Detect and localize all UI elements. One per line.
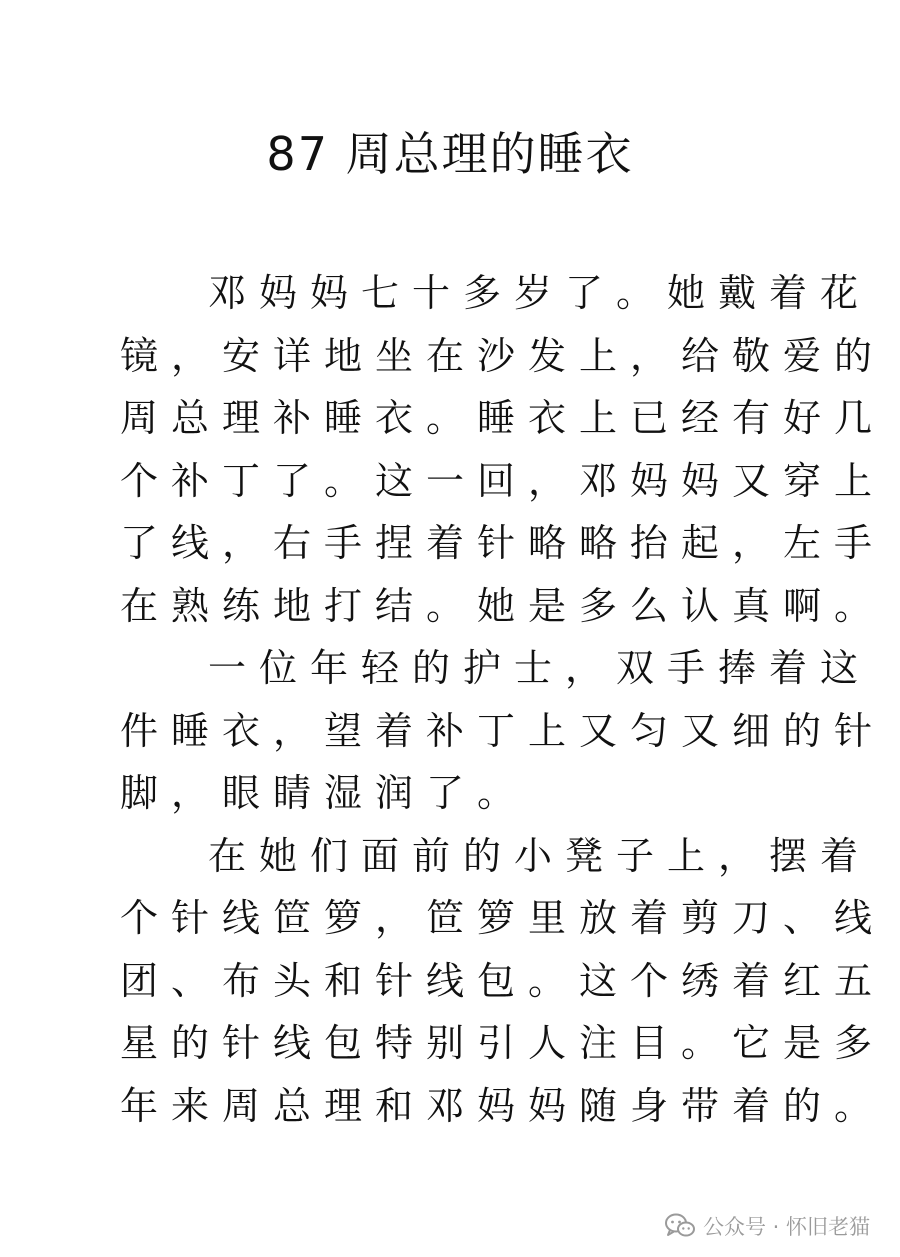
paragraph-1-line-3: 周总理补睡衣。睡衣上已经有好几 [120, 396, 886, 440]
paragraph-2-line-2: 件睡衣，望着补丁上又匀又细的针 [120, 708, 886, 753]
paragraph-3-line-2: 个针线笸箩，笸箩里放着剪刀、线 [120, 896, 886, 940]
paragraph-1-line-4: 个补丁了。这一回，邓妈妈又穿上 [120, 458, 886, 503]
watermark-text: 公众号 · 怀旧老猫 [702, 1215, 870, 1239]
paragraph-1-line-6: 在熟练地打结。她是多么认真啊。 [120, 583, 886, 628]
paragraph-3-line-3: 团、布头和针线包。这个绣着红五 [120, 958, 886, 1003]
paragraph-1-line-2: 镜，安详地坐在沙发上，给敬爱的 [120, 333, 886, 378]
paragraph-3-line-4: 星的针线包特别引人注目。它是多 [120, 1021, 886, 1065]
paragraph-2-line-1: 一位年轻的护士，双手捧着这 [208, 646, 872, 690]
paragraph-3-line-5: 年来周总理和邓妈妈随身带着的。 [120, 1083, 886, 1128]
article-body [120, 262, 886, 1137]
wechat-icon [665, 1213, 695, 1239]
watermark [665, 1211, 870, 1241]
paragraph-1-line-5: 了线，右手捏着针略略抬起，左手 [120, 521, 886, 565]
paragraph-2-line-3: 脚，眼睛湿润了。 [120, 771, 529, 815]
paragraph-3-line-1: 在她们面前的小凳子上，摆着 [208, 833, 872, 878]
paragraph-1-line-1: 邓妈妈七十多岁了。她戴着花 [208, 271, 872, 315]
article-title: 87 周总理的睡衣 [266, 127, 634, 181]
